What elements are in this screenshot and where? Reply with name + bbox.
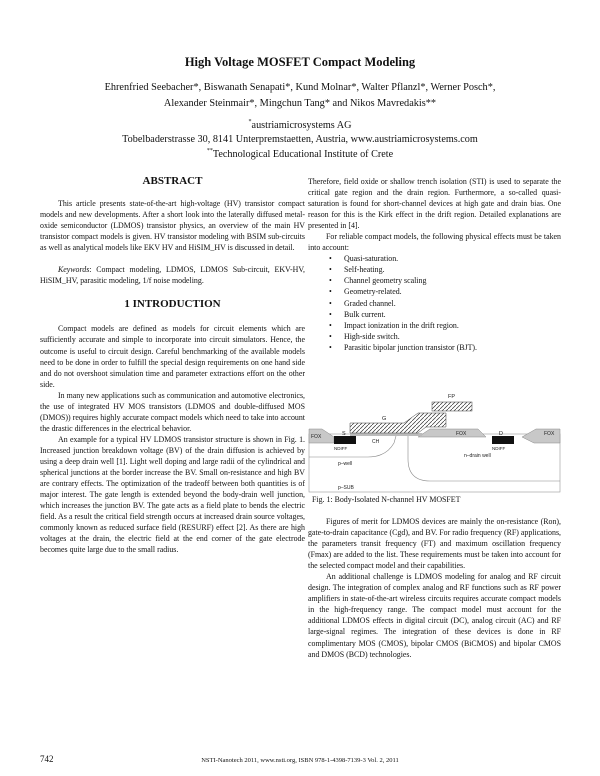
drain-ndiff bbox=[492, 436, 514, 444]
intro-paragraph-3: An example for a typical HV LDMOS transistor structure is shown in Fig. 1. Increased junction breakdown voltage (BV) of the drain diffusion is achieved by using a deep drain well [1]. Light well doping and large radii of the cylindrical and spherical junctions at the border increase the BV. Small on-resistance and high BV are contrary effects. The optimization of the tradeoff between both quantities is of major interest. The gate length is extended beyond the body-drain well junction, which increases the junction BV. The gate acts as a field plate to bends the electric field. As a result the critical field strength occurs at increased drain source voltages, commonly known as reduced surface field (RESURF) effect [2]. As there are high voltages at the drain, the electric field at the end corner of the gate electrode becomes quite large due to the small radius. bbox=[40, 434, 305, 555]
label-d: D bbox=[499, 431, 503, 437]
effects-list bbox=[308, 253, 561, 352]
page-number: 742 bbox=[40, 754, 54, 764]
intro-paragraph-1: Compact models are defined as models for circuit elements which are sufficiently accurate and simple to incorporate into circuit simulators. Hence, the outcome is useful to circuit design. Careful benchmarking of the available models need to be done in order to fulfill the special design requirements on one hand side and do not overshoot simulation time and parameter extractions effort on the other side. bbox=[40, 324, 305, 389]
figure-caption: Fig. 1: Body-Isolated N-channel HV MOSFET bbox=[312, 495, 461, 504]
authors-line-2: Alexander Steinmair*, Mingchun Tang* and Nikos Mavredakis** bbox=[163, 98, 437, 110]
affiliation-company: *austriamicrosystems AG bbox=[248, 119, 352, 131]
list-item: • Self-heating. bbox=[308, 264, 561, 275]
keywords: Keywords: Compact modeling, LDMOS, LDMOS Sub-circuit, EKV-HV, HiSIM_HV, parasitic modeling, 1/f noise modeling. bbox=[40, 265, 305, 286]
left-column bbox=[40, 176, 305, 555]
source-ndiff bbox=[334, 436, 356, 444]
ldmos-structure-figure bbox=[308, 385, 562, 493]
paper-title: High Voltage MOSFET Compact Modeling bbox=[184, 55, 416, 69]
abstract-heading: ABSTRACT bbox=[142, 175, 203, 187]
right-paragraph-4: An additional challenge is LDMOS modeling for analog and RF circuit design. The integration of complex analog and RF functions such as RF power amplifiers in state-of-the-art wireless circuits requires accurate compact models in the high-frequency range. The compact model must account for the additional LDMOS effects in digital circuit (DC), analog circuit (AC) and RF large-signal regimes. The integration of these devices is done in RF complimentary MOS (CMOS), bipolar CMOS (BiCMOS) and bipolar CMOS and DMOS (BCD) technologies. bbox=[308, 572, 561, 659]
intro-paragraph-2: In many new applications such as communication and automotive electronics, the use of integrated HV MOS transistors (LDMOS and double-diffused MOS (DMOS)) requires highly accurate compact models which need to take into account the drastic differences in the electrical behavior. bbox=[40, 390, 305, 433]
right-paragraph-1: Therefore, field oxide or shallow trench isolation (STI) is used to separate the critical gate region and the drain region. Furthermore, a so-called quasi-saturation is found for short-channel devices at high gate and drain bias. One reason for this is the Kirk effect in the drift region. Detailed explanations are presented in [4]. bbox=[308, 177, 561, 231]
gate-oxide bbox=[350, 433, 422, 436]
label-ndiff-source: NDIFF bbox=[334, 446, 348, 451]
author-list bbox=[40, 80, 560, 113]
affiliations bbox=[30, 119, 570, 162]
right-column-bottom bbox=[308, 516, 561, 660]
right-column-top bbox=[308, 176, 561, 353]
label-fox-middle: FOX bbox=[456, 431, 467, 437]
list-item: • Parasitic bipolar junction transistor (BJT). bbox=[308, 342, 561, 353]
label-pwell: p–well bbox=[338, 461, 353, 467]
intro-heading: 1 INTRODUCTION bbox=[124, 298, 221, 311]
footer-citation: NSTI-Nanotech 2011, www.nsti.org, ISBN 978-1-4398-7139-3 Vol. 2, 2011 bbox=[201, 757, 399, 764]
field-plate bbox=[432, 402, 472, 411]
authors-line-1: Ehrenfried Seebacher*, Biswanath Senapati*, Kund Molnar*, Walter Pflanzl*, Werner Posch*, bbox=[104, 82, 496, 93]
label-s: S bbox=[342, 431, 346, 437]
affiliation-institute: **Technological Educational Institute of Crete bbox=[206, 147, 394, 160]
label-g: G bbox=[382, 416, 387, 422]
affiliation-address: Tobelbaderstrasse 30, 8141 Unterpremstaetten, Austria, www.austriamicrosystems.com bbox=[122, 134, 478, 146]
fox-middle bbox=[418, 429, 486, 437]
list-item: • Impact ionization in the drift region. bbox=[308, 320, 561, 331]
list-item: • Bulk current. bbox=[308, 309, 561, 320]
label-ndiff-drain: NDIFF bbox=[492, 446, 506, 451]
list-item: • Graded channel. bbox=[308, 298, 561, 309]
list-item: • Channel geometry scaling bbox=[308, 275, 561, 286]
list-item: • Geometry-related. bbox=[308, 286, 561, 297]
keywords-label: Keywords bbox=[58, 265, 90, 275]
label-fp: FP bbox=[448, 394, 456, 400]
label-fox-right: FOX bbox=[544, 431, 555, 437]
abstract-text: This article presents state-of-the-art high-voltage (HV) transistor compact models and new developments. After a short look into the laterally diffused metal-oxide semiconductor (LDMOS) transistor physics, an overview of the main HV transistor compact models is given. HV transistor modeling with BSIM sub-circuits as well as analytical models like EKV HV and HiSIM_HV is discussed in detail. bbox=[40, 199, 305, 253]
label-psub: p–SUB bbox=[338, 485, 354, 491]
list-item: • High-side switch. bbox=[308, 331, 561, 342]
right-paragraph-3: Figures of merit for LDMOS devices are mainly the on-resistance (Ron), gate-to-drain capacitance (Cgd), and BV. For radio frequency (RF) applications, the parameters transit frequency (FT) and maximum oscillation frequency (Fmax) are added to the list. These requirements must be taken into account for the selected compact model and their capabilities. bbox=[308, 517, 561, 571]
list-item: • Quasi-saturation. bbox=[308, 253, 561, 264]
label-nwell: n–drain well bbox=[464, 453, 491, 459]
right-paragraph-2: For reliable compact models, the following physical effects must be taken into account: bbox=[308, 232, 561, 253]
label-ch: CH bbox=[372, 439, 380, 445]
label-fox-left: FOX bbox=[311, 434, 322, 440]
